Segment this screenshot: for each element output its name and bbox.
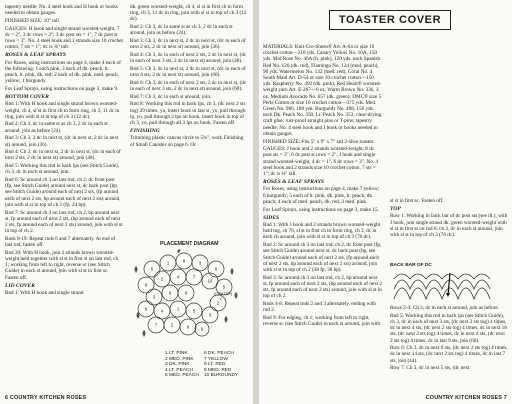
svg-text:7: 7: [154, 322, 158, 328]
center-label: (CENTER): [214, 292, 233, 296]
svg-text:9: 9: [144, 282, 148, 288]
section-heading: LID COVER: [5, 282, 35, 289]
paragraph: Rows 2-4: Ch 3, dc in each st around, join as before.: [390, 305, 499, 311]
svg-text:3: 3: [198, 260, 202, 266]
svg-text:2: 2: [216, 300, 220, 306]
legend-entry: 8 LT. RED: [204, 362, 226, 368]
legend-entry: 1 LT. PINK: [165, 351, 188, 356]
placement-diagram-title: PLACEMENT DIAGRAM: [160, 241, 219, 247]
right-column-2-bottom: [390, 305, 508, 373]
svg-text:5: 5: [222, 284, 226, 290]
paragraph: Rnd 3: Sc around ch 3 on last rnd, ch 2, bp around next st, fp around each of next 2 sts, (bp around each of next 2 sts, fp around each of next 2 sts) around, join with sl st in top of ch 2.: [263, 274, 383, 300]
paragraph: Rnds 8-19: Repeat rnds 6 and 7 alternately. At end of last rnd, fasten off.: [5, 235, 116, 249]
paragraph: Rnd 2: Ch 3, dc in same st as ch 3, 2 dc in each st around, join as before (24).: [130, 24, 233, 37]
legend-entry: 5 MED. PEACH: [165, 373, 199, 379]
right-column-1: [263, 44, 383, 329]
paragraph: Rnd 20: With H hook, join 2 strands brown worsted-weight held together with sl st in first st on last rnd, ch 1; working from left to right, reverse sc (see Stitch Guide) in each st around, join with sl st in first sc. Fasten off.: [5, 249, 119, 281]
paragraph: Rnd 1: With H hook and single strand: [5, 290, 84, 297]
paragraph: Rnd 5: Working this rnd in back lps (see Stitch Guide), ch 3, dc in each st around, join.: [5, 163, 120, 176]
legend-entry: 10 BURGUNDY: [204, 373, 239, 379]
right-footer: COUNTRY KITCHEN ROSES 7: [425, 395, 507, 401]
paragraph: Rnd 1: With H hook and single strand brown worsted-weight, ch 4, sl st in first ch to form ring, ch 3, 11 dc in ring, join with sl st in top of ch 3 (12 dc).: [5, 101, 120, 120]
left-column-2: [130, 4, 248, 149]
paragraph: Rnd 1: With J hook and 2 strands brown worsted-weight held tog, ch 76, sl st in first ch to form ring, ch 3, dc in each ch around, join with sl st in top of ch 3 (76 dc).: [263, 221, 381, 241]
paragraph: FINISHED SIZE: 10" tall.: [5, 17, 61, 24]
svg-text:9: 9: [200, 326, 204, 332]
back-bar-label: BACK BAR OF DC: [390, 263, 432, 268]
paragraph: Rnd 2: Ch 3, dc in same st as ch 3, 2 dc in each st around, join as before (24).: [5, 121, 108, 134]
color-legend-right: [204, 351, 238, 379]
section-heading: TOP: [390, 206, 401, 213]
paragraph: Rnd 8: Working this rnd in back lps, ch 3, (dc next 2 sts tog) 29 times, yo, insert hook in last st, yo, pull through lp, yo, pull through 2 lps on hook, insert hook in top of ch 3, yo, pull through all 3 lps on hook. Fasten off.: [130, 101, 246, 126]
svg-text:6: 6: [186, 324, 190, 330]
paragraph: Rnd 6: Sc around ch 3 on last rnd, ch 2, dc front post (fp, see Stitch Guide) around next st, dc back post (bp, see Stitch Guide) around each of next 2 sts, (fp around each of next 2 sts, bp around each of next 2 sts) around, join with sl st in top of ch 2 (fp, 24 bp).: [5, 177, 121, 208]
paragraph: Rnd 3: Ch 3, dc in next st, 2 dc in next st, (dc in each of next 2 sts, 2 dc in next st) around, join (36).: [130, 38, 246, 51]
svg-text:4: 4: [176, 274, 180, 280]
paragraph: Rnd 2: Sc around ch 3 on last rnd, ch 2, dc front post (fp, see Stitch Guide) around next st, dc back post (bp, see Stitch Guide) around each of next 2 sts, (fp around each of next 2 sts, bp around each of next 2 sts) around, join with sl st in top of ch 2 (38 fp, 38 bp).: [263, 242, 382, 273]
legend-entry: 4 LT. PEACH: [165, 367, 193, 373]
svg-text:5: 5: [150, 266, 154, 272]
paragraph: GAUGES: J hook and 2 strands worsted-weight, 8 dc post sts = 3", 6 dc post st rows = 2"; J hook and single strand worsted-weight, 4 dc = 1", 6 dc rows = 3". No. 4 steel hook and 2 strands size 10 crochet cotton, 7 sts = 1"; dc is ⅜" tall.: [263, 146, 378, 178]
left-column-1: [5, 4, 123, 298]
page-title: TOASTER COVER: [329, 10, 451, 30]
back-bar-illustration: [390, 269, 500, 303]
paragraph: Rnd 5: Ch 3, dc in next st, 2 dc in next st, (dc in each of next 4 sts, 2 dc in next st) around, join (60).: [130, 65, 246, 79]
paragraph: Rnd 6: Ch 3, dc in each of next 2 sts, 2 dc in next st, (dc in each of next 3 sts, 2 dc in next st) around, join (60).: [130, 79, 247, 92]
section-heading: ROSES & LEAF SPRAYS: [5, 52, 66, 59]
paragraph: For Leaf Sprays, using instructions on page 3, make 15.: [263, 206, 379, 213]
paragraph: tapestry needle; No. 4 steel hook and H hook or hooks needed to obtain gauges.: [5, 4, 118, 17]
svg-text:1: 1: [176, 306, 180, 312]
paragraph: MATERIALS: Knit-Cro-Sheen® Art. A-64 or size 10 crochet cotton—210 yds. Canary Yellow No. 10A, 150 yds. Mid Rose No. 46A (lt. pink), 120 yds. each Spanish Red No. 126 (dk. red), Flamingo No. 124 (med. peach), 90 yds. Watermelon No. 132 (med. red), Coral No. 4 South Maid Art. D-54 or size 10 crochet cotton—150 yds. Raspberry No. 492 (dk. pink); Red Heart® worsted-weight yarn Art. E-267—6 oz. Warm Brown No. 336, 3 oz. Medium Avocado No. 657 (dk. green); DMC® size 5 Perle Cotton or size 10 crochet cotton—375 yds. Med. Green No. 986, 180 yds. Burgundy No. 498, 150 yds. each Dk. Peach No. 350, Lt. Peach No. 353; clear-drying craft glue; rust-proof straight pins or T-pins; tapestry needle; No. 4 steel hook and J hook or hooks needed to obtain gauges.: [263, 44, 382, 137]
svg-text:8: 8: [144, 306, 148, 312]
legend-entry: 6 DK. PEACH: [204, 351, 234, 356]
paragraph: Rnd 9: For edging, ch 1; working from left to right, reverse sc (see Stitch Guide) in each st around, join with: [263, 314, 381, 328]
svg-text:8: 8: [182, 258, 186, 264]
svg-text:5: 5: [192, 308, 196, 314]
paragraph: Rnd 4: Ch 3, dc in next st, 2 dc in next st, (dc in each of next 2 sts, 2 dc in next st) around, join (48).: [5, 149, 121, 162]
paragraph: Rnd 5: Working this rnd in back lps (see Stitch Guide), ch 3, dc in each of next 3 sts, (dc next 2 sts tog) 4 times, dc in next 4 sts, (dc next 2 sts tog) 4 times, dc in next 18 sts, (dc next 2 sts tog) 4 times, dc in next 4 sts, (dc next 2 sts tog) 4 times, dc in last 9 sts, join (60).: [390, 312, 507, 344]
paragraph: sl st in first sc. Fasten off.: [390, 198, 444, 204]
svg-text:2: 2: [170, 322, 174, 328]
paragraph: Trimming plastic canvas circle to 5¾", work Finishing of Small Canister on page 6. Or: [130, 135, 244, 148]
color-legend-left: [165, 351, 199, 379]
section-heading: BOTTOM COVER: [5, 94, 49, 101]
paragraph: For Roses, using instructions on page 4, make 4 each of the following: 1 each pink, 3 each of dk. peach, lt. peach, lt. pink, dk. red; 2 each of dk. pink, med. peach, yellow; 1 burgundy.: [5, 59, 121, 85]
svg-text:10: 10: [207, 278, 213, 284]
paragraph: Row 6: Ch 3, dc in next 6 sts, (dc next 2 sts tog) 4 times, dc in next 14 sts, (dc next 2 sts tog) 4 times, dc in last 7 sts, join (44).: [390, 345, 508, 364]
svg-text:4: 4: [160, 308, 164, 314]
legend-entry: 9 MED. RED: [204, 367, 232, 373]
svg-text:9: 9: [184, 290, 188, 296]
svg-text:6: 6: [214, 266, 218, 272]
right-column-2-top: [390, 198, 508, 240]
paragraph: dk. green worsted-weight, ch 4, sl st in first ch to form ring, ch 3, 11 dc in ring, join with sl st in top of ch 3 (12 dc).: [130, 4, 247, 23]
paragraph: Rnd 4: Ch 3, dc in each of next 2 sts, 2 dc in next st, (dc in each of next 3 sts, 2 dc in next st) around, join (48).: [130, 51, 247, 65]
section-heading: ROSES & LEAF SPRAYS: [263, 179, 324, 186]
paragraph: For Roses, using instructions on page 4, make 7 yellow; 6 burgundy; 5 each of lt. pink, dk. pink, lt. peach, dk. peach; 4 each of med. peach, dk. red, 3 med. pink.: [263, 186, 380, 205]
paragraph: Rnd 7: Sc around ch 3 on last rnd, ch 2, bp around next st, fp around each of next 2 sts, (bp around each of next 2 sts, fp around each of next 2 sts) around, join with sl st in top of ch 2.: [5, 209, 123, 235]
svg-text:3: 3: [208, 312, 212, 318]
paragraph: FINISHED SIZE: Fits 5" x 9" x 7" tall 2-slice toaster.: [263, 138, 375, 145]
center-mark: Y: [219, 296, 222, 301]
svg-text:3: 3: [152, 294, 156, 300]
svg-text:1: 1: [166, 260, 170, 266]
placement-diagram: [132, 249, 250, 344]
paragraph: For Leaf Sprays, using instructions on page 3, make 9.: [5, 85, 119, 92]
svg-text:2: 2: [160, 276, 164, 282]
paragraph: GAUGES: H hook and single strand worsted-weight, 7 dc = 2", 3 dc rows = 2"; 3 dc post sts = 1", 7 dc post st rows = 3". No. 4 steel hook and 2 strands size 10 crochet cotton, 7 sts = 1"; dc is ⅜" tall.: [5, 25, 123, 51]
legend-entry: 7 YELLOW: [204, 356, 228, 362]
paragraph: Row 7: Ch 3, dc in next 5 sts, (dc next: [390, 365, 470, 372]
paragraph: Rnds 4-8: Repeat rnds 2 and 3 alternately, ending with rnd 2.: [263, 300, 376, 314]
left-page: [0, 0, 253, 404]
section-heading: SIDES: [263, 214, 280, 221]
right-page: [259, 0, 512, 404]
paragraph: Row 1: Working in back bar of dc post sts (see ill.), with J hook, join single strand dk. green worsted-weight with sl st in first st on rnd 8, ch 3, dc in each st around, join with sl st in top of ch 3 (76 dc).: [390, 213, 508, 239]
section-heading: FINISHING: [130, 128, 160, 135]
left-footer: 6 COUNTRY KITCHEN ROSES: [5, 395, 87, 401]
paragraph: Rnd 7: Ch 3, dc in each st around, join.: [130, 93, 212, 100]
paragraph: Rnd 3: Ch 3, 2 dc in next st, (dc in next st, 2 dc in next st) around, join (36).: [5, 135, 119, 148]
legend-entry: 2 MED. PINK: [165, 356, 194, 362]
legend-entry: 3 DK. PINK: [165, 362, 190, 368]
svg-text:6: 6: [168, 290, 172, 296]
svg-text:7: 7: [192, 274, 196, 280]
